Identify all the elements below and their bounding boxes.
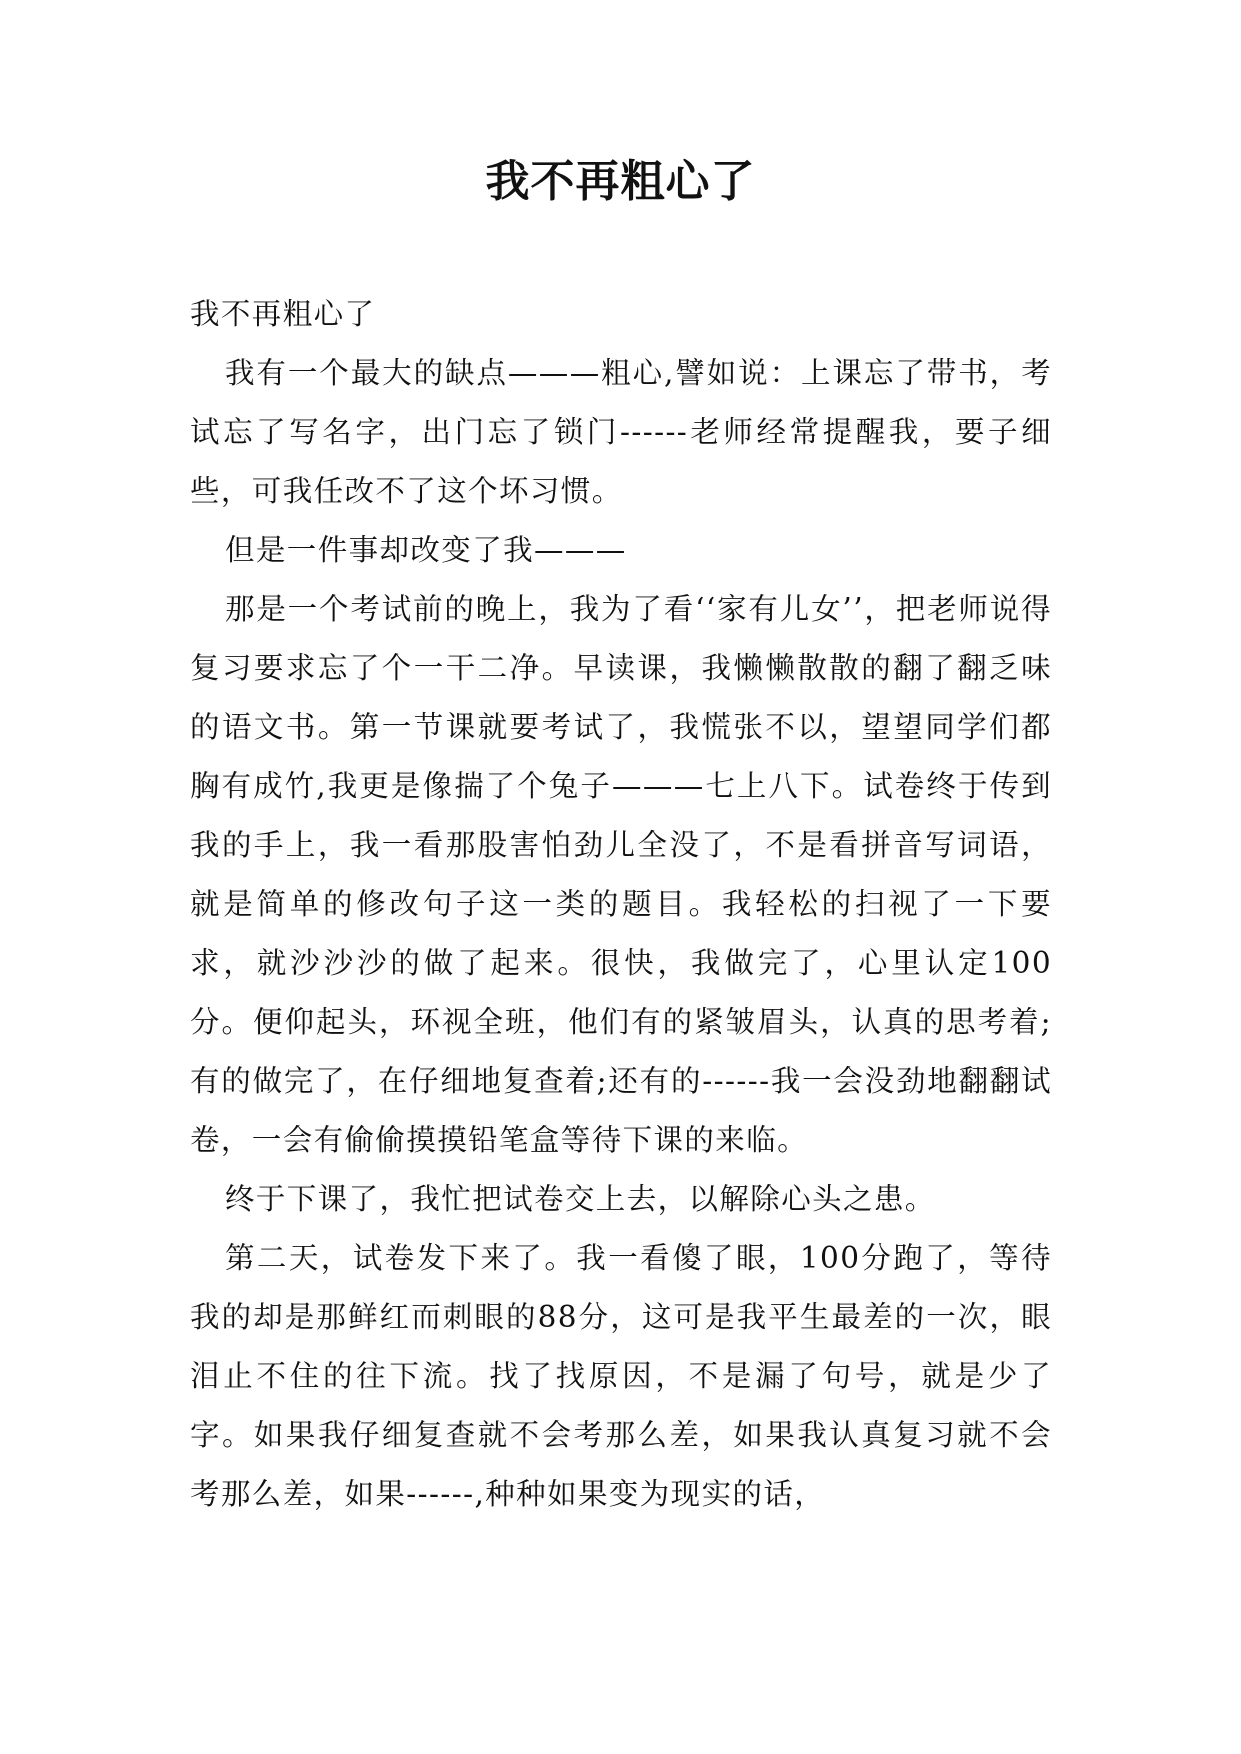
paragraph-heading: 我不再粗心了 [190,297,376,331]
document-title: 我不再粗心了 [485,156,756,207]
paragraph: 第二天，试卷发下来了。我一看傻了眼，100分跑了，等待我的却是那鲜红而刺眼的88分，这可是我平生最差的一次，眼泪止不住的往下流。找了找原因，不是漏了句号，就是少了字。如果我仔细复查就不会考那么差，如果我认真复习就不会考那么差，如果------,种种如果变为现实的话， [190,1241,1052,1511]
paragraph: 那是一个考试前的晚上，我为了看‘‘家有儿女’’，把老师说得复习要求忘了个一干二净。早读课，我懒懒散散的翻了翻乏味的语文书。第一节课就要考试了，我慌张不以，望望同学们都胸有成竹,我更是像揣了个兔子———七上八下。试卷终于传到我的手上，我一看那股害怕劲儿全没了，不是看拼音写词语，就是简单的修改句子这一类的题目。我轻松的扫视了一下要求，就沙沙沙的做了起来。很快，我做完了，心里认定100分。便仰起头，环视全班，他们有的紧皱眉头，认真的思考着;有的做完了，在仔细地复查着;还有的------我一会没劲地翻翻试卷，一会有偷偷摸摸铅笔盒等待下课的来临。 [190,592,1052,1157]
paragraph: 但是一件事却改变了我——— [225,533,627,567]
paragraph: 我有一个最大的缺点———粗心,譬如说：上课忘了带书，考试忘了写名字，出门忘了锁门------老师经常提醒我，要子细些，可我任改不了这个坏习惯。 [190,356,1052,508]
paragraph: 终于下课了，我忙把试卷交上去，以解除心头之患。 [225,1182,936,1216]
document-body [190,285,1052,1524]
